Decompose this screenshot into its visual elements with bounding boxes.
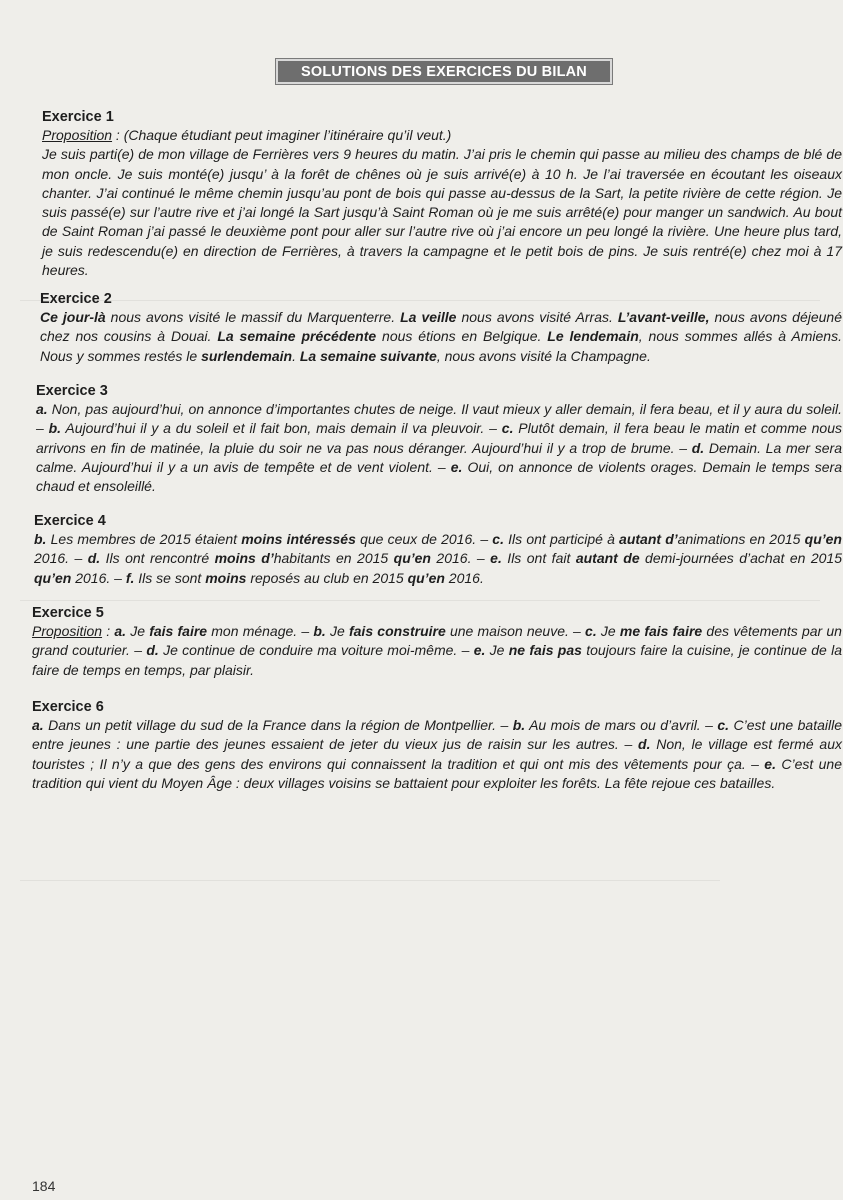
- emphasis-text: moins: [205, 569, 247, 586]
- text-run: Dans un petit village du sud de la France dans la région de Montpellier. –: [43, 717, 513, 733]
- emphasis-text: ne fais pas: [508, 642, 582, 659]
- text-run: C’est une tradition qui vient du Moyen Âge : deux villages voisins se battaient pour exploiter les forêts. La fête rejoue ces batailles.: [32, 755, 842, 791]
- text-run: toujours faire la cuisine, je continue de la faire de temps en temps, par plaisir.: [32, 642, 842, 678]
- text-run: Non, le village est fermé aux touristes ; Il n’y a que des gens des environs qui connaissent la tradition et qui ont mis des vêtements pour ça. –: [32, 736, 843, 772]
- emphasis-text: autant de: [575, 550, 640, 567]
- text-run: Ils ont fait: [501, 550, 576, 567]
- exercise-text: Je suis parti(e) de mon village de Ferrières vers 9 heures du matin. J’ai pris le chemin qui passe au milieu des champs de blé de mon oncle. Je suis monté(e) jusqu’ à la forêt de chênes où je suis arrivé(e) à 10 h. Je l’ai traversée en écoutant les oiseaux chanter. J’ai continué le même chemin jusqu’au pont de bois qui passe au-dessus de la Sart, la petite rivière de cette région. Je suis passé(e) sur l’autre rive et j’ai longé la Sart jusqu’à Saint Roman où je me suis arrêté(e) pour manger un sandwich. Au bout de Saint Roman j’ai passé le deuxième pont pour aller sur l’autre rive où j’ai encore un peu longé la rivière. Une heure plus tard, je suis redescendu(e) en direction de Ferrières, à travers la campagne et le petit bois de pins. Je suis rentré(e) chez moi à 17 heures.: [42, 146, 842, 279]
- emphasis-text: La semaine précédente: [217, 328, 377, 345]
- emphasis-text: a.: [114, 623, 127, 639]
- text-run: nous avons visité le massif du Marquenterre.: [105, 309, 401, 325]
- emphasis-text: Ce jour-là: [40, 309, 106, 325]
- emphasis-text: La semaine suivante: [299, 347, 437, 364]
- page-number: 184: [32, 1178, 56, 1194]
- text-run: Je: [325, 623, 349, 639]
- emphasis-text: qu’en: [34, 569, 72, 586]
- emphasis-text: moins d’: [214, 550, 274, 567]
- emphasis-text: qu’en: [407, 569, 445, 586]
- exercise-title: Exercice 1: [42, 109, 114, 125]
- emphasis-text: e.: [450, 458, 463, 475]
- text-run: Demain. La mer sera calme. Aujourd’hui il y a un avis de tempête et de vent violent. –: [36, 439, 843, 475]
- emphasis-text: e.: [764, 755, 776, 772]
- emphasis-text: b.: [34, 531, 47, 547]
- banner-title: SOLUTIONS DES EXERCICES DU BILAN: [301, 63, 587, 80]
- text-run: Je continue de conduire ma voiture moi-même. –: [158, 642, 474, 659]
- exercise-body: [34, 530, 842, 588]
- emphasis-text: b.: [48, 420, 62, 437]
- emphasis-text: c.: [501, 420, 514, 437]
- exercise-text: [32, 716, 842, 793]
- text-run: Les membres de 2015 étaient: [46, 531, 242, 547]
- proposition-label: Proposition: [42, 127, 113, 143]
- exercise-4: [0, 512, 843, 588]
- exercise-text: [40, 308, 842, 366]
- emphasis-text: me fais faire: [619, 623, 703, 639]
- exercise-title: Exercice 4: [34, 513, 106, 529]
- exercise-text: [32, 622, 842, 680]
- exercise-title: Exercice 6: [32, 699, 104, 715]
- text-run: des vêtements par un grand couturier. –: [32, 623, 842, 659]
- text-run: , nous sommes allés à Amiens. Nous y sommes restés le: [40, 328, 842, 364]
- emphasis-text: autant d’: [619, 531, 678, 547]
- text-run: Ils ont participé à: [503, 531, 620, 547]
- exercise-text: [36, 400, 842, 496]
- text-run: Je: [596, 623, 620, 639]
- emphasis-text: fais construire: [348, 623, 446, 639]
- proposition-label: Proposition: [32, 623, 103, 639]
- emphasis-text: b.: [313, 623, 326, 639]
- emphasis-text: a.: [36, 401, 48, 417]
- emphasis-text: qu’en: [804, 531, 842, 547]
- emphasis-text: c.: [492, 531, 504, 547]
- emphasis-text: c.: [585, 623, 597, 639]
- emphasis-text: fais faire: [149, 623, 208, 639]
- exercise-3: [0, 382, 843, 496]
- exercise-body: [40, 308, 842, 366]
- emphasis-text: L’avant-veille,: [617, 309, 710, 325]
- text-run: reposés au club en 2015: [246, 569, 408, 586]
- text-run: :: [102, 623, 115, 639]
- exercise-title: Exercice 5: [32, 605, 104, 621]
- text-run: mon ménage. –: [207, 623, 314, 639]
- bleed-through-rule: [20, 600, 820, 601]
- text-run: nous étions en Belgique.: [376, 328, 548, 345]
- exercise-2: [0, 290, 843, 366]
- text-run: C’est une bataille entre jeunes : une partie des jeunes essaient de jeter du vieux jus de raisin sur les autres. –: [32, 717, 843, 753]
- page-banner: [276, 59, 612, 84]
- text-run: animations en 2015: [677, 531, 805, 547]
- emphasis-text: e.: [490, 550, 502, 567]
- text-run: , nous avons visité la Champagne.: [436, 347, 651, 364]
- text-run: nous avons visité Arras.: [456, 309, 618, 325]
- exercise-text: [34, 530, 842, 588]
- text-run: Non, pas aujourd’hui, on annonce d’importantes chutes de neige. Il vaut mieux y aller demain, il fera beau, et il y aura du soleil. –: [36, 401, 842, 437]
- bleed-through-header: [20, 0, 24, 14]
- emphasis-text: c.: [717, 717, 730, 733]
- emphasis-text: surlendemain: [201, 347, 293, 364]
- emphasis-text: moins intéressés: [241, 531, 356, 547]
- emphasis-text: a.: [32, 717, 44, 733]
- text-run: 2016. –: [430, 550, 491, 567]
- text-run: que ceux de 2016. –: [355, 531, 493, 547]
- text-run: Ils ont rencontré: [100, 550, 215, 567]
- exercise-body: [32, 716, 842, 793]
- text-run: une maison neuve. –: [445, 623, 586, 639]
- exercise-title: Exercice 3: [36, 383, 108, 399]
- text-run: Ils se sont: [134, 569, 206, 586]
- emphasis-text: f.: [125, 569, 135, 586]
- emphasis-text: d.: [691, 439, 705, 456]
- emphasis-text: b.: [512, 717, 526, 733]
- exercise-5: [0, 604, 843, 680]
- exercise-body: [42, 126, 842, 280]
- text-run: Au mois de mars ou d’avril. –: [525, 717, 718, 733]
- text-run: nous avons déjeuné chez nos cousins à Douai.: [40, 309, 842, 345]
- emphasis-text: qu’en: [393, 550, 431, 567]
- bleed-through-rule: [20, 880, 720, 881]
- text-run: .: [292, 347, 300, 364]
- exercise-6: [0, 698, 843, 793]
- exercise-title: Exercice 2: [40, 291, 112, 307]
- emphasis-text: d.: [146, 642, 159, 659]
- text-run: Oui, on annonce de violents orages. Demain le temps sera chaud et ensoleillé.: [36, 458, 842, 495]
- exercise-body: [36, 400, 842, 496]
- exercise-answers: [32, 623, 842, 678]
- text-run: demi-journées d’achat en 2015: [639, 550, 842, 567]
- text-run: Plutôt demain, il fera beau le matin et comme nous arrivons en fin de matinée, la pluie du soir ne va pas nous déranger. Aujourd’hui il y a trop de brume. –: [36, 420, 842, 456]
- text-run: 2016.: [444, 569, 484, 586]
- text-run: 2016. –: [34, 550, 88, 567]
- emphasis-text: Le lendemain: [547, 328, 639, 345]
- text-run: Je: [126, 623, 150, 639]
- text-run: habitants en 2015: [273, 550, 394, 567]
- proposition-note: : (Chaque étudiant peut imaginer l’itinéraire qu’il veut.): [112, 127, 452, 143]
- text-run: 2016. –: [71, 569, 126, 586]
- text-run: Je: [485, 642, 509, 659]
- emphasis-text: d.: [87, 550, 101, 567]
- exercise-1: [0, 108, 843, 280]
- emphasis-text: e.: [473, 642, 486, 659]
- emphasis-text: d.: [638, 736, 651, 753]
- emphasis-text: La veille: [400, 309, 457, 325]
- exercise-body: [32, 622, 842, 680]
- text-run: Aujourd’hui il y a du soleil et il fait bon, mais demain il va pleuvoir. –: [61, 420, 502, 437]
